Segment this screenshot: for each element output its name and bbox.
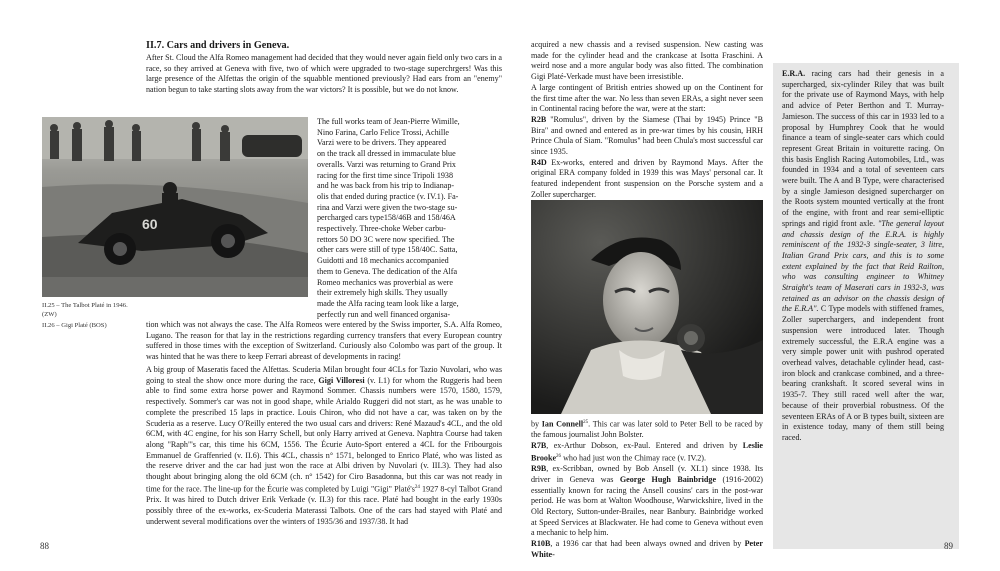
text-run: , ex-Scribban, owned by Bob Ansell (v. XI.1) since 1938. Its driver in Geneva was (531, 464, 763, 484)
entry-r2b (531, 115, 763, 158)
text-line: other cars were still of type 158/40C. Satta, (317, 245, 458, 255)
talbot-race-car-image (42, 117, 308, 297)
text-line: on the track all dressed in immaculate blue (317, 149, 456, 159)
paragraph-verkade: acquired a new chassis and a revised suspension. New casting was made for the cylinder head and the crankcase at Isotta Fraschini. A weird nose and a more angular body was also fitted. The combination Gigi Platé-Verkade must have been irresistible. (531, 40, 763, 82)
text-run: , a 1936 car that had been always owned and driven by (550, 539, 745, 549)
paragraph-connell (531, 418, 763, 441)
text-run: "Romulus", driven by the Siamese (Thai by 1945) Prince "B Bira" and owned and entered as in pre-war times by his cousin, HRH Prince Chula of Siam. "Romulus" had been Chula's most successful car since 1935. (531, 114, 763, 157)
era-sidebar-box (773, 63, 959, 549)
driver-portrait-photo (531, 200, 763, 414)
text-run: C Type models with stiffened frames, Zoller superchargers, and independent front suspension were introduced later. Though extremely successful, the E.R.A engine was a very simple power unit with pushrod operated overhead valves, detachable cylinder head, cast-iron block and crankcase combined, and a three-bearing crankshaft. It scored several wins in 1935-7. They still raced well after the war, because of their proverbial robustness. Of the seventeen ERAs of A or B types built, sixteen are in existence today, many of them still being raced. (782, 304, 944, 442)
text-line: percharged cars type158/46B and 158/46A (317, 213, 456, 223)
text-line: them to Geneva. The dedication of the Alfa (317, 266, 458, 276)
text-run: (v. I.1) for whom the Ruggeris had been able to find some extra horse power and Raymond Sommer. Chassis numbers were 1570, 1580, 1579, respectively. Sommer's car was not in good shape, while Arialdo Ruggeri did not start, as he was unable to complete the prescribed 15 laps in practice. Louis Chiron, who did not have a car, was taken on by the Scuderia as a reserve. Lucy O'Reilly entered the two usual cars and drivers: René Mazaud's 4CL, and the old 6CM, with 4C engine, for his son Harry Schell, but only Harry arrived at Geneva. Naphtra Course had taken along "Raph"'s car, this time his 6CM, 1556. The Écurie Auto-Sport entered a 4CL for the Fribourgois Emmanuel de Graffenried (v. II.6). This 4CL, chassis n° 1571, belonged to Enrico Platé, who was listed as the reserve driver and the car had just won the race at Albi driven by Nuvolari (v. III.3). They had also thought about bringing along the old 6CM (ch. n° 1542) for Ciro Basadonna, but this car was not ready in time for the race. The line-up for the Écurie was completed by Luigi "Gigi" Platé's (146, 375, 502, 494)
text-run: who had just won the Chimay race (v. IV.2). (561, 453, 707, 463)
driver-name-white: Peter White- (531, 539, 763, 559)
chassis-label: R4D (531, 157, 547, 167)
chassis-label: R2B (531, 114, 547, 124)
right-column-bottom (531, 418, 763, 561)
svg-text:60: 60 (142, 216, 158, 232)
chassis-label: R7B (531, 441, 547, 451)
text-run: , ex-Arthur Dobson, ex-Paul. Entered and driven by (546, 441, 743, 451)
entry-r4d (531, 158, 763, 201)
column-beside-photo (317, 117, 502, 320)
text-run: Ex-works, entered and driven by Raymond Mays. After the original ERA company folded in 1939 this was Mays' personal car. It featured independent front suspension on the Porsche system and a Zoller supercharger. (531, 157, 763, 199)
text-line: made the Alfa racing team look like a large, (317, 298, 459, 308)
footnote-ref: 26 (556, 453, 562, 459)
text-line: Guidotti and 18 mechanics accompanied (317, 256, 449, 266)
driver-portrait-image (531, 200, 763, 414)
section-heading: II.7. Cars and drivers in Geneva. (146, 40, 290, 51)
driver-name-villoresi: Gigi Villoresi (318, 375, 365, 385)
driver-name-brooke: Leslie Brooke (531, 441, 763, 463)
text-line: perfectly run and well financed organisa- (317, 309, 451, 319)
page-number-left: 88 (40, 541, 49, 551)
text-line: overalls. Varzi was returning to Grand Prix (317, 159, 456, 169)
text-line: their extremely high skills. They usually (317, 288, 448, 298)
paragraph-era-entries: A large contingent of British entries showed up on the Continent for the first time after the war. No less than seven ERAs, a sight never seen in Continental racing before the war, were at the start: (531, 82, 763, 114)
entry-r9b (531, 464, 763, 539)
chassis-label: R9B (531, 464, 547, 474)
text-line: rina and Varzi were given the two-stage su- (317, 202, 458, 212)
text-run: A big group of Maseratis faced the Alfettas. Scuderia Milan brought four 4CLs for Tazio Nuvolari, who was going to steal the show once more during the race, (146, 365, 502, 385)
text-line: The full works team of Jean-Pierre Wimille, (317, 117, 460, 126)
caption-talbot: II.25 – The Talbot Platé in 1946. (ZW) (42, 302, 128, 318)
footnote-ref: 25 (583, 420, 589, 425)
text-run: 1927 8-cyl Talbot Grand Prix. It was hired to Dutch driver Erik Verkade (v. II.3) for this race. Platé had bought in the early 1930s possibly three of the ex-works, ex-Scuderia Materassi Talbots. One of the cars had stayed with Platé and underwent several modifications over the winters of 1935/36 and 1937/38. It had (146, 484, 502, 526)
footnote-ref: 24 (414, 484, 420, 490)
driver-name-bainbridge: George Hugh Bainbridge (619, 474, 717, 484)
right-column-top (531, 40, 763, 222)
paragraph-alfa-entry: tion which was not always the case. The Alfa Romeos were entered by the Swiss importer, S.A. Alfa Romeo, Lugano. The reason for that lay in the restrictions regarding currency transfers that every European country suffered in those times with the exception of Switzerland. Curiously also Colombo was part of the group. It was hinted that he was there to keep Ferrari abreast of developments in racing! (146, 320, 502, 362)
entry-r7b (531, 441, 763, 464)
text-line: Romeo mechanics was proverbial as were (317, 277, 453, 287)
intro-paragraph: After St. Cloud the Alfa Romeo management had decided that they would never again field only two cars in a race, so they arrived at Geneva with five, two of which were upgraded to two-stage superchrgers! Was this large presence of the Alfettas the origin of the squabble mentioned previously? Had ears from an "enemy" nation begun to take starting slots away from the war victors? It is possible, but we do not know. (146, 53, 502, 95)
text-line: Varzi were to be drivers. They appeared (317, 138, 447, 148)
text-run: racing cars had their genesis in a supercharged, six-cylinder Riley that was built for the private use of Raymond Mays, with help and advice of Peter Berthon and T. Murray-Jamieson. The success of this car in 1933 led to a proposal by Humphrey Cook that he would finance a team of single-seater cars which could represent Great Britain in voiturette racing. On this basis English Racing Automobiles, Ltd., was founded in 1934 and a total of seventeen cars were built. The A and B Type, were characterised by a single Jamieson designed supercharger on the Roots system mounted vertically at the front of the engine, with front and rear semi-elliptic springs and rigid front axle. (782, 69, 944, 228)
sidebar-lead: E.R.A. (782, 69, 806, 78)
driver-name-connell: Ian Connell (541, 419, 584, 429)
talbot-photo (42, 117, 308, 297)
caption-plate: II.26 – Gigi Platé (BOS) (42, 322, 107, 329)
text-line: olis that ended during practice (v. IV.1). Fa- (317, 191, 459, 201)
text-line: respectively. Three-choke Weber carbu- (317, 224, 446, 234)
page-number-right: 89 (944, 541, 953, 551)
text-line: Nino Farina, Carlo Felice Trossi, Achille (317, 127, 449, 137)
text-line: and he was back from his trip to Indianap- (317, 181, 455, 191)
sidebar-text (782, 69, 944, 444)
sidebar-quote: "The general layout and chassis design of the E.R.A. is highly reminiscent of the 1932-3 single-seater, 3 litre, Italian Grand Prix cars, and this is to some extent explained by the fact that Reid Railton, who was consulting engineer to Whitney Straight's team of Maserati cars in 1932-3, was retained as an advisor on the chassis design of the E.R.A". (782, 218, 944, 314)
text-run: by (531, 419, 542, 429)
text-line: racing for the first time since Tripoli 1938 (317, 170, 454, 180)
text-line: rettors 50 DO 3C were now specified. The (317, 234, 455, 244)
chassis-label: R10B (531, 539, 551, 549)
paragraph-maseratis (146, 365, 502, 527)
entry-r10b (531, 539, 763, 560)
text-run: (1916-2002) essentially known for racing the Ansell cousins' cars in the post-war period. He was born at Walton Woodhouse, Warwickshire, lived in the Old Rectory, Sutton-under-Brailes, near Banbury. Bainbridge worked at Speed Services at Blackwater. He had come to Geneva without even a mechanic to help him. (531, 474, 763, 538)
text-run: . This car was later sold to Peter Bell to be raced by the famous journalist John Bolster. (531, 419, 763, 440)
